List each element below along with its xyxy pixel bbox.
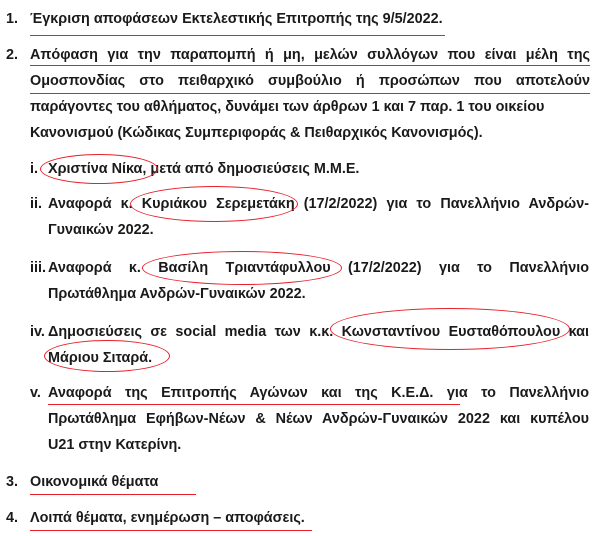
item-2-underline-1 (30, 65, 590, 66)
item-4-underline (30, 530, 312, 531)
subitem-ii-line-2: Γυναικών 2022. (48, 222, 154, 238)
highlight-oval-triantafyllou (142, 251, 342, 285)
item-2-line-3: παράγοντες του αθλήματος, δυνάμει των άρθρων 1 και 7 παρ. 1 του οικείου (30, 99, 545, 115)
item-4-text: Λοιπά θέματα, ενημέρωση – αποφάσεις. (30, 510, 305, 526)
item-3-number: 3. (6, 474, 19, 490)
subitem-v-number: v. (30, 385, 41, 401)
highlight-oval-seremetakis (130, 186, 298, 222)
item-1-underline (30, 35, 445, 36)
item-2-line-1: Απόφαση για την παραπομπή ή μη, μελών συλλόγων που είναι μέλη της (30, 47, 590, 63)
subitem-iii-line-2: Πρωτάθλημα Ανδρών-Γυναικών 2022. (48, 286, 306, 302)
item-2-underline-2 (30, 93, 590, 94)
item-3-underline (30, 494, 196, 495)
subitem-i-number: i. (30, 161, 38, 177)
item-3-text: Οικονομικά θέματα (30, 474, 159, 490)
subitem-ii-number: ii. (30, 196, 42, 212)
item-4-number: 4. (6, 510, 19, 526)
item-1-text: Έγκριση αποφάσεων Εκτελεστικής Επιτροπής της 9/5/2022. (30, 11, 443, 27)
highlight-oval-sitaras (44, 340, 170, 372)
subitem-iii-number: iii. (30, 260, 46, 276)
item-2-number: 2. (6, 47, 19, 63)
subitem-iv-number: iv. (30, 324, 45, 340)
subitem-iv-line-2: Μάριου Σιταρά. (48, 350, 153, 366)
highlight-oval-nika (40, 154, 158, 184)
item-1-number: 1. (6, 11, 19, 27)
highlight-oval-efstathopoulos (330, 308, 570, 350)
subitem-iii-line-1: Αναφορά κ. Βασίλη Τριαντάφυλλου (17/2/2022) για το Πανελλήνιο (48, 260, 589, 276)
subitem-v-line-2: Πρωτάθλημα Εφήβων-Νέων & Νέων Ανδρών-Γυναικών 2022 και κυπέλου (48, 411, 589, 427)
item-2-line-4: Κανονισμού (Κώδικας Συμπεριφοράς & Πειθαρχικός Κανονισμός). (30, 125, 483, 141)
subitem-v-line-3: U21 στην Κατερίνη. (48, 437, 182, 453)
subitem-v-underline (48, 404, 460, 405)
subitem-i-text: Χριστίνα Νίκα, μετά από δημοσιεύσεις Μ.Μ.Ε. (48, 161, 360, 177)
subitem-iv-line-1: Δημοσιεύσεις σε social media των κ.κ. Κωνσταντίνου Ευσταθόπουλου και (48, 324, 589, 340)
subitem-v-line-1: Αναφορά της Επιτροπής Αγώνων και της Κ.Ε.Δ. για το Πανελλήνιο (48, 385, 589, 401)
subitem-ii-line-1: Αναφορά κ. Κυριάκου Σερεμετάκη (17/2/2022) για το Πανελλήνιο Ανδρών- (48, 196, 589, 212)
item-2-line-2: Ομοσπονδίας στο πειθαρχικό συμβούλιο ή προσώπων που αποτελούν (30, 73, 590, 89)
